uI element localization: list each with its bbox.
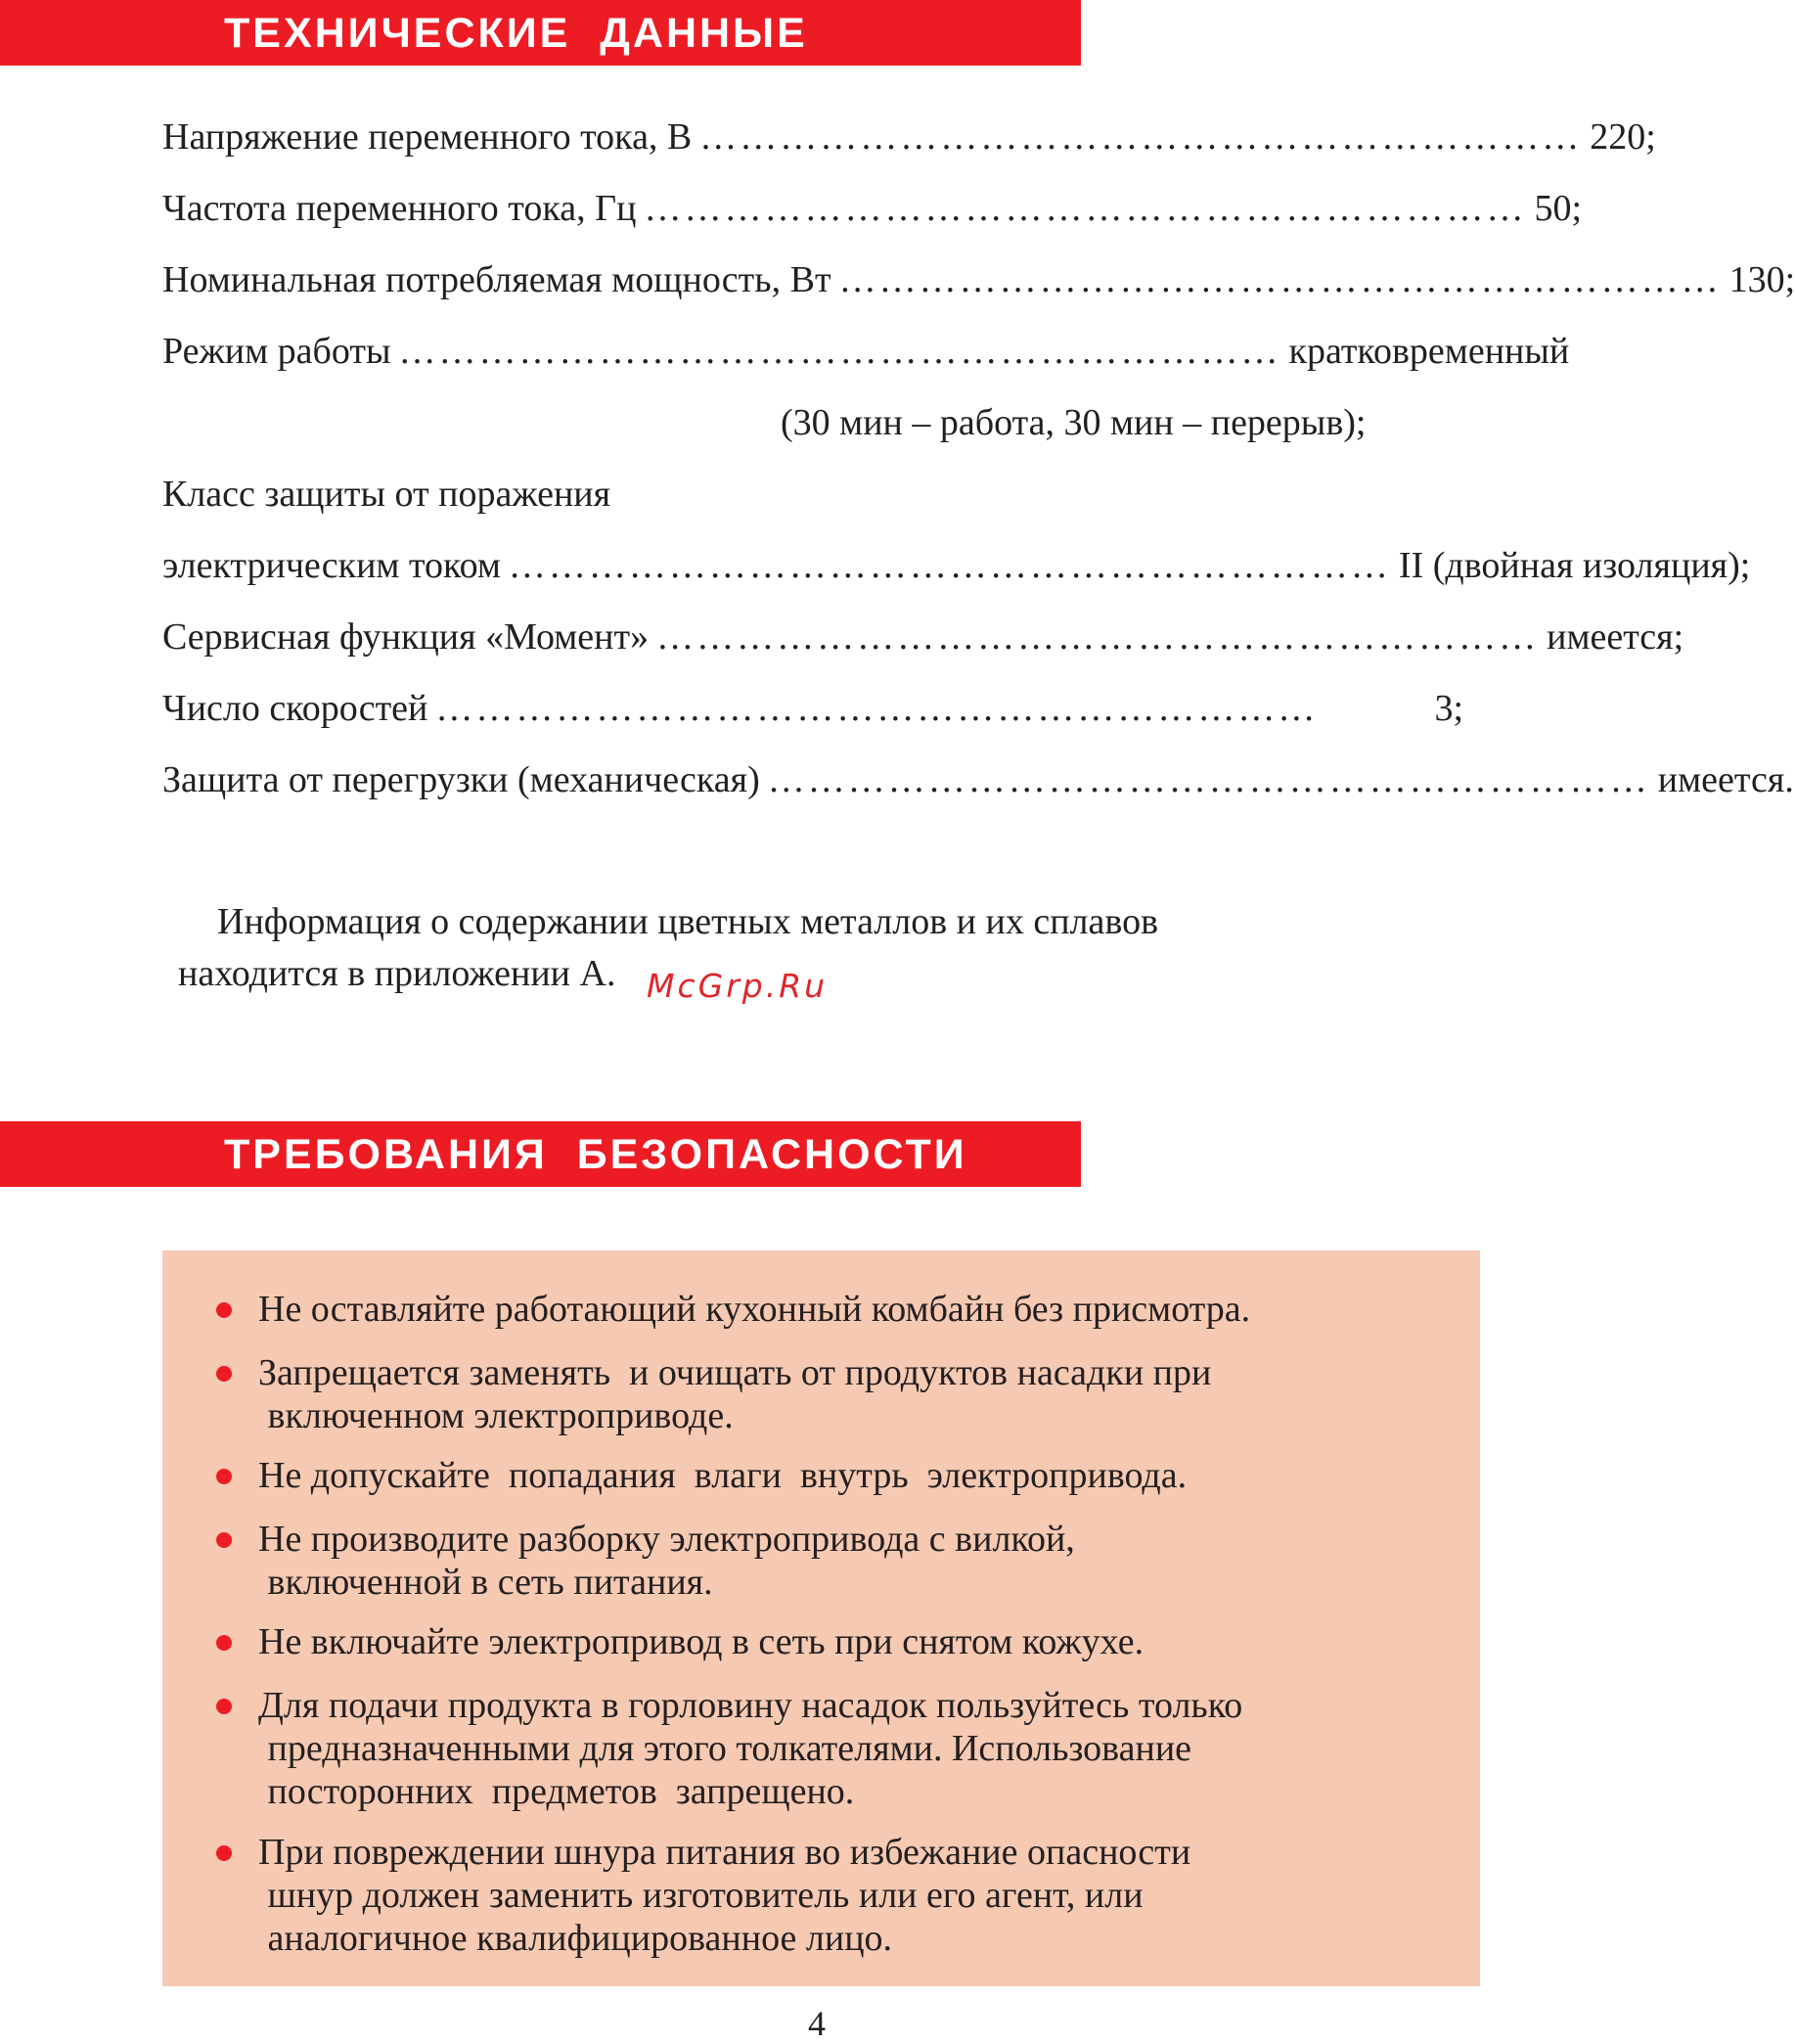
info-line-1: Информация о содержании цветных металлов и их сплавов <box>217 901 1159 942</box>
spec-row-frequency <box>162 179 1582 238</box>
dot-leader: ………………………………………………………… <box>435 688 1319 729</box>
dot-leader: ………………………………………………………… <box>398 331 1281 372</box>
dot-leader: ………………………………………………………… <box>767 759 1650 800</box>
spec-label: Защита от перегрузки (механическая) <box>162 759 760 800</box>
spec-label: Сервисная функция «Момент» <box>162 616 650 658</box>
spec-row-moment-function <box>162 608 1684 666</box>
dot-leader: ………………………………………………………… <box>644 188 1527 229</box>
dot-leader: ………………………………………………………… <box>838 259 1722 300</box>
spec-label: электрическим током <box>162 545 501 586</box>
spec-row-speeds <box>162 679 1463 738</box>
rule-text: При повреждении шнура питания во избежание опасности шнур должен заменить изготовитель или его агент, или аналогичное квалифицированное лицо. <box>258 1832 1191 1959</box>
bullet-icon <box>216 1845 232 1861</box>
watermark: McGrp.Ru <box>647 967 829 1005</box>
tech-data-title: ТЕХНИЧЕСКИЕ ДАННЫЕ <box>224 10 808 57</box>
spec-row-protection-class <box>162 536 1751 595</box>
rule-text: Не включайте электропривод в сеть при снятом кожухе. <box>258 1621 1144 1662</box>
rule-text: Запрещается заменять и очищать от продуктов насадки при включенном электроприводе. <box>258 1352 1212 1436</box>
spec-label: Номинальная потребляемая мощность, Вт <box>162 259 831 300</box>
bullet-icon <box>216 1532 232 1548</box>
spec-row-mode <box>162 322 1570 381</box>
page-number: 4 <box>808 2004 826 2043</box>
spec-value: 50; <box>1534 188 1582 229</box>
mode-note: (30 мин – работа, 30 мин – перерыв); <box>781 402 1367 443</box>
spec-value: 130; <box>1728 259 1795 300</box>
protection-class-label: Класс защиты от поражения <box>162 474 611 515</box>
spec-row-overload-protection <box>162 750 1794 809</box>
bullet-icon <box>216 1635 232 1651</box>
spec-label: Режим работы <box>162 331 391 372</box>
spec-label: Число скоростей <box>162 688 428 729</box>
spec-value: кратковременный <box>1288 331 1570 372</box>
bullet-icon <box>216 1699 232 1714</box>
spec-value: 220; <box>1590 116 1656 158</box>
rule-text: Не допускайте попадания влаги внутрь электропривода. <box>258 1455 1188 1496</box>
info-line-2: находится в приложении А. <box>178 953 616 994</box>
spec-label: Напряжение переменного тока, В <box>162 116 693 158</box>
bullet-icon <box>216 1366 232 1382</box>
rule-text: Для подачи продукта в горловину насадок пользуйтесь только предназначенными для этого толкателями. Использование посторонних предметов запрещено. <box>258 1685 1243 1812</box>
safety-title: ТРЕБОВАНИЯ БЕЗОПАСНОСТИ <box>224 1131 967 1178</box>
rule-text: Не производите разборку электропривода с вилкой, включенной в сеть питания. <box>258 1519 1075 1603</box>
spec-row-power <box>162 250 1795 309</box>
safety-rules-box <box>162 1250 1480 1986</box>
spec-row-voltage <box>162 108 1656 166</box>
dot-leader: ………………………………………………………… <box>699 116 1583 158</box>
spec-value: 3; <box>1434 688 1463 729</box>
dot-leader: ………………………………………………………… <box>656 616 1540 658</box>
spec-value: имеется. <box>1657 759 1794 800</box>
safety-banner <box>0 1121 1081 1187</box>
spec-value: II (двойная изоляция); <box>1398 545 1751 586</box>
bullet-icon <box>216 1302 232 1318</box>
spec-value: имеется; <box>1547 616 1684 658</box>
bullet-icon <box>216 1469 232 1484</box>
tech-data-banner <box>0 0 1081 66</box>
rule-text: Не оставляйте работающий кухонный комбайн без присмотра. <box>258 1289 1251 1330</box>
dot-leader: ………………………………………………………… <box>508 545 1391 586</box>
spec-label: Частота переменного тока, Гц <box>162 188 637 229</box>
